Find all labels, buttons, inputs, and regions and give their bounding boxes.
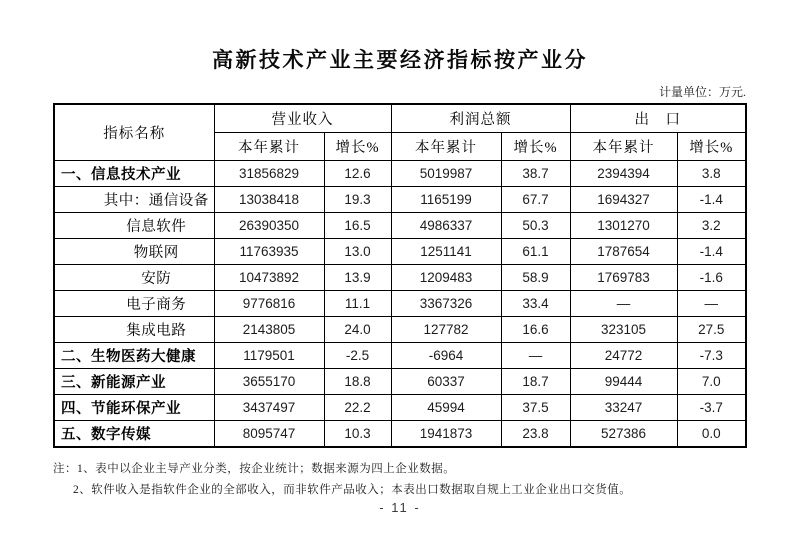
value-cell: 1941873 bbox=[391, 421, 501, 448]
value-cell: 31856829 bbox=[214, 161, 324, 187]
unit-note: 计量单位：万元. bbox=[658, 85, 746, 99]
value-cell: 24.0 bbox=[324, 317, 391, 343]
value-cell: 18.8 bbox=[324, 369, 391, 395]
value-cell: 1165199 bbox=[391, 187, 501, 213]
header-export-cumulative: 本年累计 bbox=[570, 133, 677, 161]
value-cell: 22.2 bbox=[324, 395, 391, 421]
value-cell: 37.5 bbox=[501, 395, 570, 421]
page-title: 高新技术产业主要经济指标按产业分 bbox=[212, 49, 588, 72]
value-cell: 13038418 bbox=[214, 187, 324, 213]
header-revenue-cumulative: 本年累计 bbox=[214, 133, 324, 161]
footnote-1: 注：1、表中以企业主导产业分类，按企业统计；数据来源为四上企业数据。 bbox=[53, 463, 456, 475]
table-row bbox=[54, 161, 746, 187]
value-cell: 60337 bbox=[391, 369, 501, 395]
page-number: - 11 - bbox=[379, 500, 421, 515]
value-cell: 3655170 bbox=[214, 369, 324, 395]
value-cell: 1209483 bbox=[391, 265, 501, 291]
value-cell: 13.0 bbox=[324, 239, 391, 265]
value-cell: 2394394 bbox=[570, 161, 677, 187]
header-revenue-growth: 增长% bbox=[324, 133, 391, 161]
table-footnotes bbox=[53, 459, 747, 500]
value-cell: 0.0 bbox=[677, 421, 746, 448]
value-cell: -7.3 bbox=[677, 343, 746, 369]
value-cell: 50.3 bbox=[501, 213, 570, 239]
value-cell: 16.6 bbox=[501, 317, 570, 343]
value-cell: 3437497 bbox=[214, 395, 324, 421]
value-cell: -2.5 bbox=[324, 343, 391, 369]
value-cell: 11.1 bbox=[324, 291, 391, 317]
indicator-name-cell: 电子商务 bbox=[54, 291, 214, 317]
table-row bbox=[54, 213, 746, 239]
value-cell: 1301270 bbox=[570, 213, 677, 239]
value-cell: 12.6 bbox=[324, 161, 391, 187]
value-cell: 18.7 bbox=[501, 369, 570, 395]
value-cell: -3.7 bbox=[677, 395, 746, 421]
value-cell: 27.5 bbox=[677, 317, 746, 343]
value-cell: 5019987 bbox=[391, 161, 501, 187]
table-row bbox=[54, 369, 746, 395]
value-cell: 23.8 bbox=[501, 421, 570, 448]
table-row bbox=[54, 187, 746, 213]
value-cell: 1769783 bbox=[570, 265, 677, 291]
value-cell: 11763935 bbox=[214, 239, 324, 265]
footnote-2: 2、软件收入是指软件企业的全部收入，而非软件产品收入；本表出口数据取自规上工业企业出口交货值。 bbox=[73, 483, 632, 496]
header-indicator-name: 指标名称 bbox=[54, 104, 214, 161]
table-row bbox=[54, 421, 746, 448]
header-group-profit: 利润总额 bbox=[391, 104, 570, 133]
table-row bbox=[54, 291, 746, 317]
value-cell: -1.4 bbox=[677, 187, 746, 213]
table-header bbox=[54, 104, 746, 161]
value-cell: 1179501 bbox=[214, 343, 324, 369]
value-cell: -1.4 bbox=[677, 239, 746, 265]
value-cell: 58.9 bbox=[501, 265, 570, 291]
value-cell: 24772 bbox=[570, 343, 677, 369]
value-cell: 4986337 bbox=[391, 213, 501, 239]
value-cell: 3.2 bbox=[677, 213, 746, 239]
table-row bbox=[54, 317, 746, 343]
header-group-revenue: 营业收入 bbox=[214, 104, 391, 133]
indicator-name-cell: 四、节能环保产业 bbox=[54, 395, 214, 421]
value-cell: -6964 bbox=[391, 343, 501, 369]
table-row bbox=[54, 239, 746, 265]
value-cell: 33.4 bbox=[501, 291, 570, 317]
indicator-name-cell: 三、新能源产业 bbox=[54, 369, 214, 395]
value-cell: 527386 bbox=[570, 421, 677, 448]
value-cell: 9776816 bbox=[214, 291, 324, 317]
indicator-name-cell: 集成电路 bbox=[54, 317, 214, 343]
value-cell: 323105 bbox=[570, 317, 677, 343]
value-cell: 1787654 bbox=[570, 239, 677, 265]
indicator-name-cell: 安防 bbox=[54, 265, 214, 291]
table-row bbox=[54, 395, 746, 421]
header-export-growth: 增长% bbox=[677, 133, 746, 161]
header-row-groups bbox=[54, 104, 746, 133]
value-cell: 16.5 bbox=[324, 213, 391, 239]
value-cell: 10.3 bbox=[324, 421, 391, 448]
indicator-name-cell: 其中：通信设备 bbox=[54, 187, 214, 213]
value-cell: 8095747 bbox=[214, 421, 324, 448]
header-group-export: 出 口 bbox=[570, 104, 746, 133]
value-cell: — bbox=[501, 343, 570, 369]
value-cell: — bbox=[570, 291, 677, 317]
indicator-name-cell: 信息软件 bbox=[54, 213, 214, 239]
indicator-name-cell: 五、数字传媒 bbox=[54, 421, 214, 448]
value-cell: 2143805 bbox=[214, 317, 324, 343]
indicator-name-cell: 物联网 bbox=[54, 239, 214, 265]
value-cell: 13.9 bbox=[324, 265, 391, 291]
value-cell: 38.7 bbox=[501, 161, 570, 187]
header-profit-growth: 增长% bbox=[501, 133, 570, 161]
value-cell: 45994 bbox=[391, 395, 501, 421]
value-cell: 7.0 bbox=[677, 369, 746, 395]
indicator-name-cell: 二、生物医药大健康 bbox=[54, 343, 214, 369]
value-cell: 127782 bbox=[391, 317, 501, 343]
header-profit-cumulative: 本年累计 bbox=[391, 133, 501, 161]
indicator-name-cell: 一、信息技术产业 bbox=[54, 161, 214, 187]
value-cell: 3.8 bbox=[677, 161, 746, 187]
value-cell: 1251141 bbox=[391, 239, 501, 265]
value-cell: 19.3 bbox=[324, 187, 391, 213]
value-cell: 1694327 bbox=[570, 187, 677, 213]
value-cell: 99444 bbox=[570, 369, 677, 395]
table-body bbox=[54, 161, 746, 448]
value-cell: — bbox=[677, 291, 746, 317]
value-cell: 61.1 bbox=[501, 239, 570, 265]
value-cell: 26390350 bbox=[214, 213, 324, 239]
table-row bbox=[54, 343, 746, 369]
value-cell: 3367326 bbox=[391, 291, 501, 317]
indicators-table bbox=[53, 103, 747, 448]
value-cell: 10473892 bbox=[214, 265, 324, 291]
value-cell: -1.6 bbox=[677, 265, 746, 291]
value-cell: 67.7 bbox=[501, 187, 570, 213]
value-cell: 33247 bbox=[570, 395, 677, 421]
table-row bbox=[54, 265, 746, 291]
